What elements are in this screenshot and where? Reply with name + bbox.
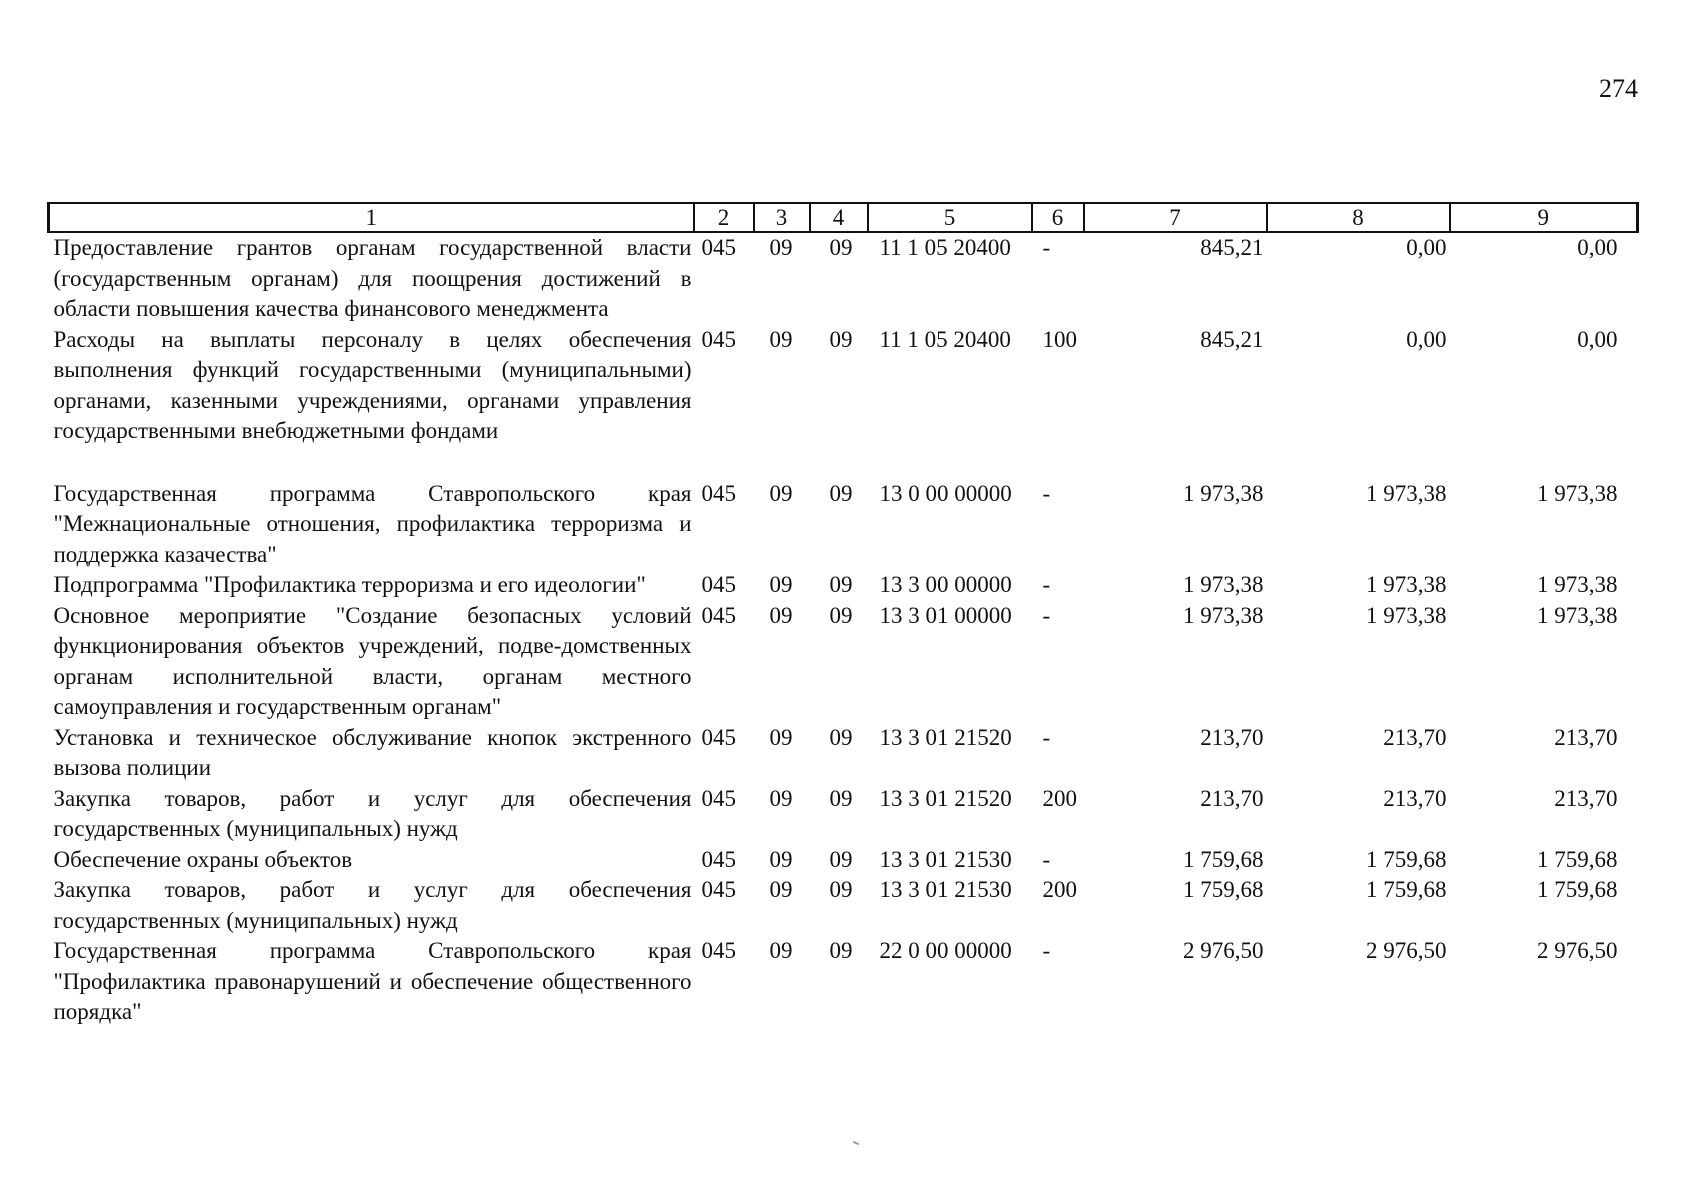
target-article-code: 13 0 00 00000	[879, 480, 1012, 506]
ministry-code: 045	[701, 938, 736, 963]
target-article-code: 13 3 01 21530	[879, 846, 1012, 872]
subsection-code: 09	[829, 846, 853, 872]
ministry-code: 045	[701, 877, 736, 902]
amount-col8: 2 976,50	[1366, 938, 1447, 963]
row-name: Государственная программа Ставропольского края "Межнациональные отношения, профилактика терроризма и поддержка казачества"	[53, 480, 692, 567]
amount-col8: 1 973,38	[1366, 602, 1447, 628]
column-number-header-row	[49, 203, 1638, 232]
table-row	[49, 601, 1638, 723]
table-row	[49, 479, 1638, 571]
row-name: Государственная программа Ставропольского края "Профилактика правонарушений и обеспечение общественного порядка"	[53, 938, 692, 1024]
amount-col7: 213,70	[1200, 724, 1264, 750]
subsection-code: 09	[829, 480, 853, 506]
amount-col9: 0,00	[1577, 326, 1618, 352]
target-article-code: 13 3 00 00000	[879, 572, 1012, 597]
expense-type-code: 200	[1042, 785, 1077, 811]
expense-type-code: -	[1042, 602, 1051, 628]
section-code: 09	[769, 572, 793, 597]
expense-type-code: -	[1042, 724, 1051, 750]
column-header: 2	[694, 203, 754, 232]
amount-col9: 1 973,38	[1537, 480, 1618, 506]
expense-type-code: 200	[1042, 877, 1077, 902]
amount-col9: 213,70	[1554, 785, 1618, 811]
amount-col7: 1 973,38	[1183, 572, 1264, 597]
ministry-code: 045	[701, 846, 736, 872]
amount-col8: 1 759,68	[1366, 846, 1447, 872]
table-row	[49, 570, 1638, 601]
row-name: Подпрограмма "Профилактика терроризма и его идеологии"	[53, 572, 646, 597]
amount-col7: 1 759,68	[1183, 877, 1264, 902]
target-article-code: 11 1 05 20400	[879, 235, 1011, 260]
table-row	[49, 232, 1638, 325]
expense-type-code: -	[1042, 480, 1051, 506]
subsection-code: 09	[829, 235, 853, 260]
expense-type-code: -	[1042, 235, 1051, 260]
amount-col7: 845,21	[1200, 326, 1264, 352]
target-article-code: 13 3 01 21530	[879, 877, 1012, 902]
section-code: 09	[769, 480, 793, 506]
amount-col7: 1 759,68	[1183, 846, 1264, 872]
row-name: Предоставление грантов органам государственной власти (государственным органам) для поощрения достижений в области повышения качества финансового менеджмента	[53, 235, 692, 321]
row-name: Установка и техническое обслуживание кнопок экстренного вызова полиции	[53, 724, 692, 780]
row-name: Закупка товаров, работ и услуг для обеспечения государственных (муниципальных) нужд	[53, 877, 692, 933]
scan-speck	[853, 1141, 859, 1145]
spacer-row	[49, 447, 1638, 479]
subsection-code: 09	[829, 877, 853, 902]
expense-type-code: -	[1042, 938, 1051, 963]
amount-col9: 2 976,50	[1537, 938, 1618, 963]
amount-col9: 1 973,38	[1537, 572, 1618, 597]
row-name: Обеспечение охраны объектов	[53, 846, 353, 872]
target-article-code: 13 3 01 21520	[879, 785, 1012, 811]
subsection-code: 09	[829, 572, 853, 597]
amount-col9: 1 759,68	[1537, 877, 1618, 902]
target-article-code: 11 1 05 20400	[879, 326, 1011, 352]
table-row	[49, 936, 1638, 1028]
table-row	[49, 723, 1638, 784]
section-code: 09	[769, 235, 793, 260]
subsection-code: 09	[829, 938, 853, 963]
spacer-cell	[49, 447, 1638, 479]
amount-col7: 1 973,38	[1183, 480, 1264, 506]
row-name: Основное мероприятие "Создание безопасных условий функционирования объектов учреждений, подве-домственных органам исполнительной власти, органам местного самоуправления и государственным органам"	[53, 602, 692, 719]
amount-col8: 1 759,68	[1366, 877, 1447, 902]
ministry-code: 045	[701, 235, 736, 260]
table-row	[49, 875, 1638, 936]
amount-col8: 213,70	[1383, 785, 1447, 811]
amount-col9: 1 759,68	[1537, 846, 1618, 872]
column-header: 6	[1032, 203, 1084, 232]
row-name: Расходы на выплаты персоналу в целях обеспечения выполнения функций государственными (муниципальными) органами, казенными учреждениями, органами управления государственными внебюджетными фондами	[53, 326, 692, 443]
amount-col7: 213,70	[1200, 785, 1264, 811]
section-code: 09	[769, 877, 793, 902]
section-code: 09	[769, 724, 793, 750]
column-header: 9	[1450, 203, 1638, 232]
ministry-code: 045	[701, 602, 736, 628]
column-header: 3	[754, 203, 810, 232]
amount-col8: 0,00	[1406, 326, 1447, 352]
target-article-code: 13 3 01 00000	[879, 602, 1012, 628]
column-header: 8	[1267, 203, 1450, 232]
expense-type-code: 100	[1042, 326, 1077, 352]
amount-col9: 213,70	[1554, 724, 1618, 750]
budget-table	[47, 202, 1639, 1028]
column-header: 7	[1084, 203, 1267, 232]
column-header: 5	[868, 203, 1032, 232]
amount-col8: 1 973,38	[1366, 480, 1447, 506]
target-article-code: 22 0 00 00000	[879, 938, 1012, 963]
ministry-code: 045	[701, 572, 736, 597]
ministry-code: 045	[701, 724, 736, 750]
target-article-code: 13 3 01 21520	[879, 724, 1012, 750]
expense-type-code: -	[1042, 572, 1051, 597]
column-header: 1	[49, 203, 694, 232]
ministry-code: 045	[701, 480, 736, 506]
column-header: 4	[810, 203, 868, 232]
table-row	[49, 784, 1638, 845]
row-name: Закупка товаров, работ и услуг для обеспечения государственных (муниципальных) нужд	[53, 785, 692, 841]
section-code: 09	[769, 602, 793, 628]
subsection-code: 09	[829, 602, 853, 628]
subsection-code: 09	[829, 326, 853, 352]
table-row	[49, 845, 1638, 876]
table-row	[49, 325, 1638, 447]
expense-type-code: -	[1042, 846, 1051, 872]
page-number: 274	[1599, 74, 1638, 103]
section-code: 09	[769, 938, 793, 963]
amount-col9: 0,00	[1577, 235, 1618, 260]
amount-col8: 213,70	[1383, 724, 1447, 750]
section-code: 09	[769, 785, 793, 811]
amount-col8: 0,00	[1406, 235, 1447, 260]
subsection-code: 09	[829, 724, 853, 750]
amount-col7: 1 973,38	[1183, 602, 1264, 628]
amount-col7: 2 976,50	[1183, 938, 1264, 963]
amount-col9: 1 973,38	[1537, 602, 1618, 628]
ministry-code: 045	[701, 785, 736, 811]
subsection-code: 09	[829, 785, 853, 811]
amount-col7: 845,21	[1200, 235, 1264, 260]
section-code: 09	[769, 326, 793, 352]
ministry-code: 045	[701, 326, 736, 352]
section-code: 09	[769, 846, 793, 872]
amount-col8: 1 973,38	[1366, 572, 1447, 597]
